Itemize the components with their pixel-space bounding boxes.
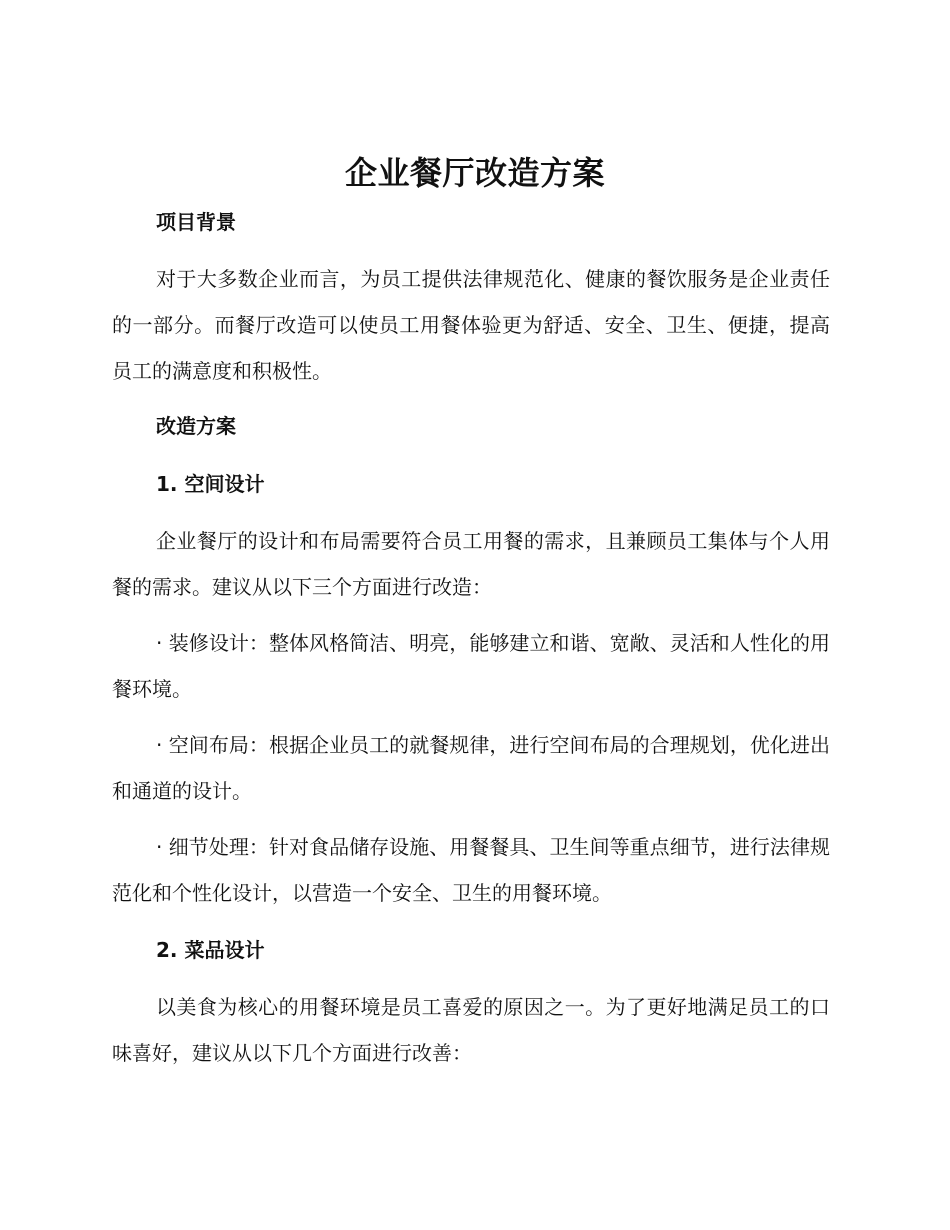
section-heading-plan: 改造方案 <box>156 414 236 438</box>
list-item-details: · 细节处理：针对食品储存设施、用餐餐具、卫生间等重点细节，进行法律规范化和个性化设计，以营造一个安全、卫生的用餐环境。 <box>112 835 830 905</box>
list-item-layout: · 空间布局：根据企业员工的就餐规律，进行空间布局的合理规划，优化进出和通道的设计。 <box>112 733 830 803</box>
document-title: 企业餐厅改造方案 <box>344 154 605 192</box>
paragraph-background: 对于大多数企业而言，为员工提供法律规范化、健康的餐饮服务是企业责任的一部分。而餐厅改造可以使员工用餐体验更为舒适、安全、卫生、便捷，提高员工的满意度和积极性。 <box>112 267 830 383</box>
paragraph-menu-design: 以美食为核心的用餐环境是员工喜爱的原因之一。为了更好地满足员工的口味喜好，建议从以下几个方面进行改善： <box>112 995 830 1065</box>
section-heading-background: 项目背景 <box>156 210 236 234</box>
subheading-space-design: 1. 空间设计 <box>156 472 265 496</box>
list-item-decoration: · 装修设计：整体风格简洁、明亮，能够建立和谐、宽敞、灵活和人性化的用餐环境。 <box>112 631 830 701</box>
subheading-menu-design: 2. 菜品设计 <box>156 938 265 962</box>
paragraph-space-design: 企业餐厅的设计和布局需要符合员工用餐的需求，且兼顾员工集体与个人用餐的需求。建议从以下三个方面进行改造： <box>112 529 830 599</box>
